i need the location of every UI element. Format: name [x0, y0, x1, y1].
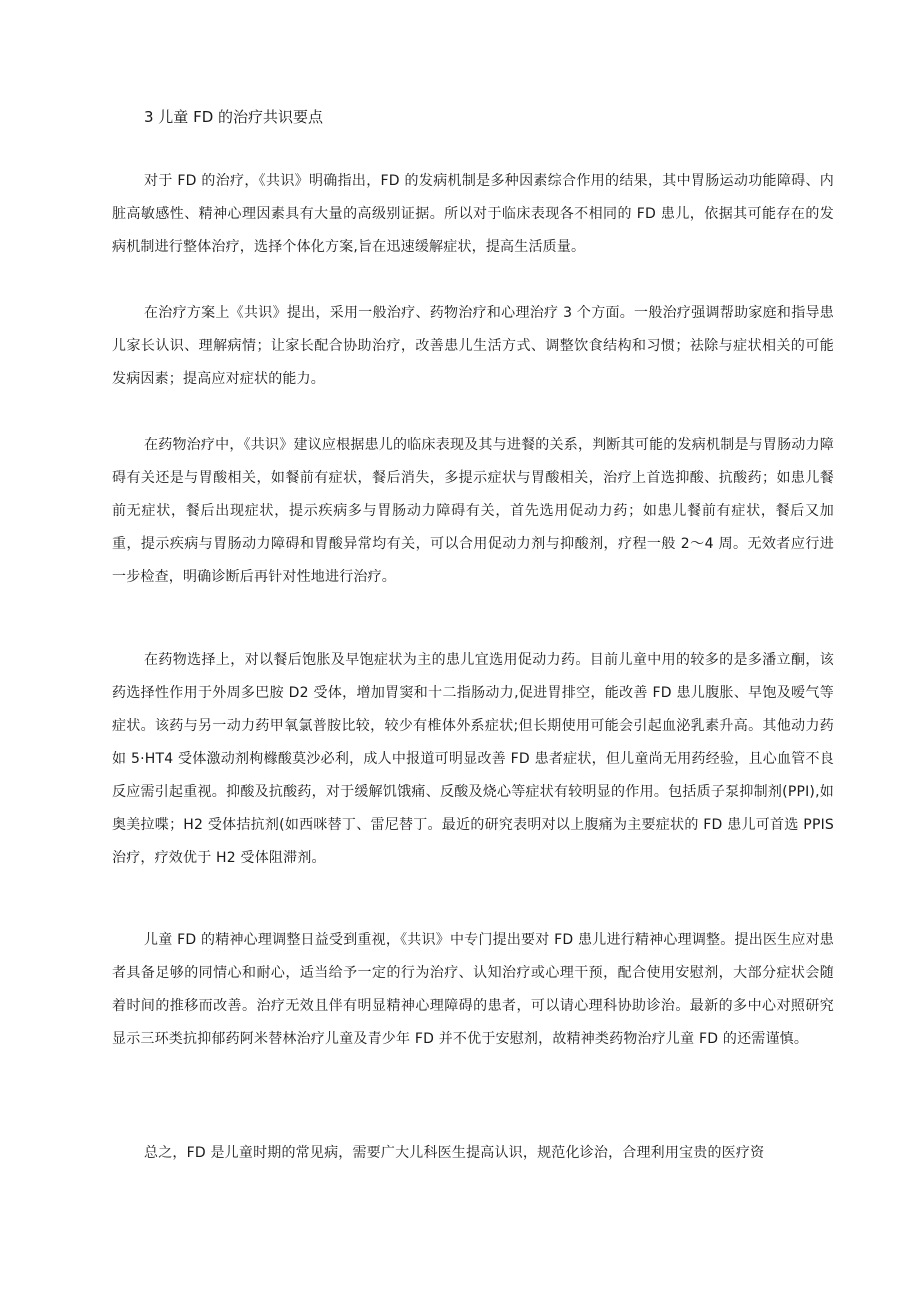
paragraph-drug-selection: 在药物选择上，对以餐后饱胀及早饱症状为主的患儿宜选用促动力药。目前儿童中用的较多的是多潘立酮，该药选择性作用于外周多巴胺 D2 受体，增加胃窦和十二指肠动力,促进胃排空，能改善 FD 患儿腹胀、早饱及嗳气等症状。该药与另一动力药甲氧氯普胺比较，较少有椎体外系症状;但长期使用可能会引起血泌乳素升高。其他动力药如 5·HT4 受体激动剂枸橼酸莫沙必利，成人中报道可明显改善 FD 患者症状，但儿童尚无用药经验，且心血管不良反应需引起重视。抑酸及抗酸药，对于缓解饥饿痛、反酸及烧心等症状有较明显的作用。包括质子泵抑制剂(PPI),如奥美拉喋；H2 受体拮抗剂(如西咪替丁、雷尼替丁。最近的研究表明对以上腹痛为主要症状的 FD 患儿可首选 PPIS 治疗，疗效优于 H2 受体阻滞剂。: [112, 652, 834, 866]
paragraph-psychological-adjustment: 儿童 FD 的精神心理调整日益受到重视，《共识》中专门提出要对 FD 患儿进行精神心理调整。提出医生应对患者具备足够的同情心和耐心，适当给予一定的行为治疗、认知治疗或心理干预，配合使用安慰剂，大部分症状会随着时间的推移而改善。治疗无效且伴有明显精神心理障碍的患者，可以请心理科协助诊治。最新的多中心对照研究显示三环类抗抑郁药阿米替林治疗儿童及青少年 FD 并不优于安慰剂，故精神类药物治疗儿童 FD 的还需谨慎。: [112, 932, 834, 1047]
paragraph-treatment-overview: 对于 FD 的治疗，《共识》明确指出，FD 的发病机制是多种因素综合作用的结果，其中胃肠运动功能障碍、内脏高敏感性、精神心理因素具有大量的高级别证据。所以对于临床表现各不相同的 FD 患儿，依据其可能存在的发病机制进行整体治疗，选择个体化方案,旨在迅速缓解症状，提高生活质量。: [112, 173, 834, 255]
paragraph-treatment-plan: 在治疗方案上《共识》提出，采用一般治疗、药物治疗和心理治疗 3 个方面。一般治疗强调帮助家庭和指导患儿家长认识、理解病情；让家长配合协助治疗，改善患儿生活方式、调整饮食结构和习惯；祛除与症状相关的可能发病因素；提高应对症状的能力。: [112, 305, 834, 387]
section-heading: 3 儿童 FD 的治疗共识要点: [144, 108, 324, 126]
paragraph-conclusion: 总之，FD 是儿童时期的常见病，需要广大儿科医生提高认识，规范化诊治，合理利用宝贵的医疗资: [144, 1145, 765, 1161]
paragraph-drug-therapy: 在药物治疗中，《共识》建议应根据患儿的临床表现及其与进餐的关系，判断其可能的发病机制是与胃肠动力障碍有关还是与胃酸相关，如餐前有症状，餐后消失，多提示症状与胃酸相关，治疗上首选抑酸、抗酸药；如患儿餐前无症状，餐后出现症状，提示疾病多与胃肠动力障碍有关，首先选用促动力药；如患儿餐前有症状，餐后又加重，提示疾病与胃肠动力障碍和胃酸异常均有关，可以合用促动力剂与抑酸剂，疗程一般 2～4 周。无效者应行进一步检查，明确诊断后再针对性地进行治疗。: [112, 437, 834, 585]
